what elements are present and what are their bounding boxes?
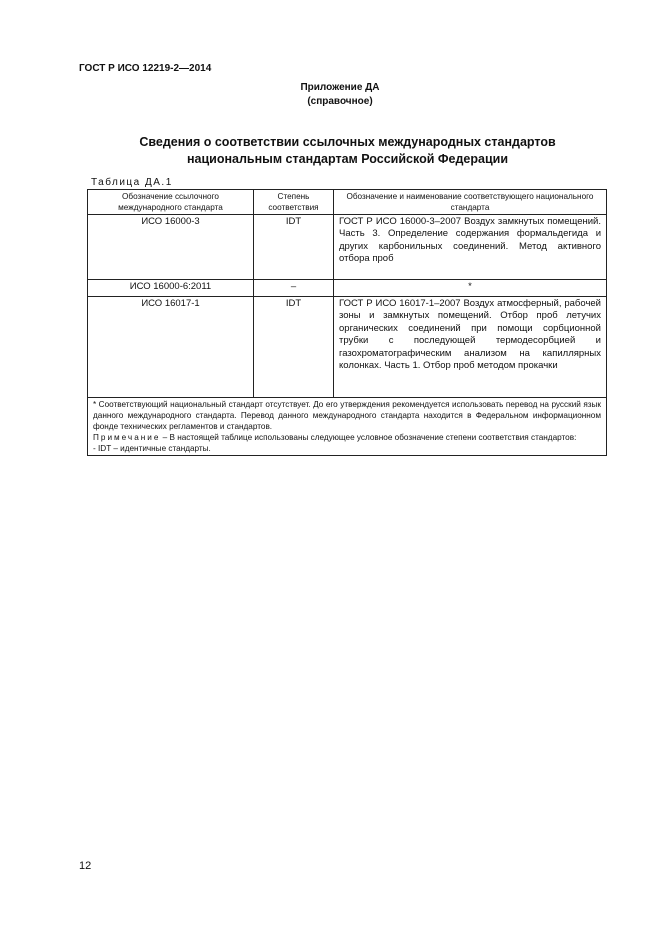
standards-table [87, 189, 607, 456]
table-row [88, 297, 607, 398]
heading-line-1: Сведения о соответствии ссылочных международных стандартов [139, 135, 556, 149]
note [93, 432, 601, 443]
document-code: ГОСТ Р ИСО 12219-2—2014 [79, 63, 212, 74]
annex-title: Приложение ДА [300, 82, 380, 93]
cell-degree: IDT [254, 297, 334, 398]
cell-degree: IDT [254, 215, 334, 280]
note-label: Примечание [93, 433, 161, 442]
column-header-degree: Степень соответствия [254, 190, 334, 215]
cell-national-standard: * [334, 280, 607, 297]
section-heading [60, 134, 635, 168]
column-header-intl: Обозначение ссылочного международного стандарта [88, 190, 254, 215]
cell-national-standard: ГОСТ Р ИСО 16000-3–2007 Воздух замкнутых помещений. Часть 3. Определение содержания формальдегида и других карбонильных соединений. Метод активного отбора проб [334, 215, 607, 280]
heading-line-2: национальным стандартам Российской Федерации [186, 152, 509, 166]
cell-intl-standard: ИСО 16017-1 [88, 297, 254, 398]
page-number: 12 [79, 860, 92, 872]
table-caption: Таблица ДА.1 [91, 177, 173, 188]
note-text: – В настоящей таблице использованы следующее условное обозначение степени соответствия стандартов: [162, 433, 577, 442]
annex-subtitle: (справочное) [307, 96, 373, 107]
cell-intl-standard: ИСО 16000-3 [88, 215, 254, 280]
column-header-national: Обозначение и наименование соответствующего национального стандарта [334, 190, 607, 215]
note-item: - IDT – идентичные стандарты. [93, 444, 211, 453]
table-row [88, 280, 607, 297]
footnote: * Соответствующий национальный стандарт отсутствует. До его утверждения рекомендуется использовать перевод на русский язык данного международного стандарта. Перевод данного международного стандарта находится в Федеральном информационном фонде технических регламентов и стандартов. [93, 400, 601, 431]
table-row [88, 215, 607, 280]
table-header-row [88, 190, 607, 215]
cell-intl-standard: ИСО 16000-6:2011 [88, 280, 254, 297]
table-notes [88, 398, 607, 456]
table-notes-row [88, 398, 607, 456]
cell-national-standard: ГОСТ Р ИСО 16017-1–2007 Воздух атмосферный, рабочей зоны и замкнутых помещений. Отбор проб летучих органических соединений при помощи сорбционной трубки с последующей термодесорбцией и газохроматографическим анализом на капиллярных колонках. Часть 1. Отбор проб методом прокачки [334, 297, 607, 398]
cell-degree: – [254, 280, 334, 297]
